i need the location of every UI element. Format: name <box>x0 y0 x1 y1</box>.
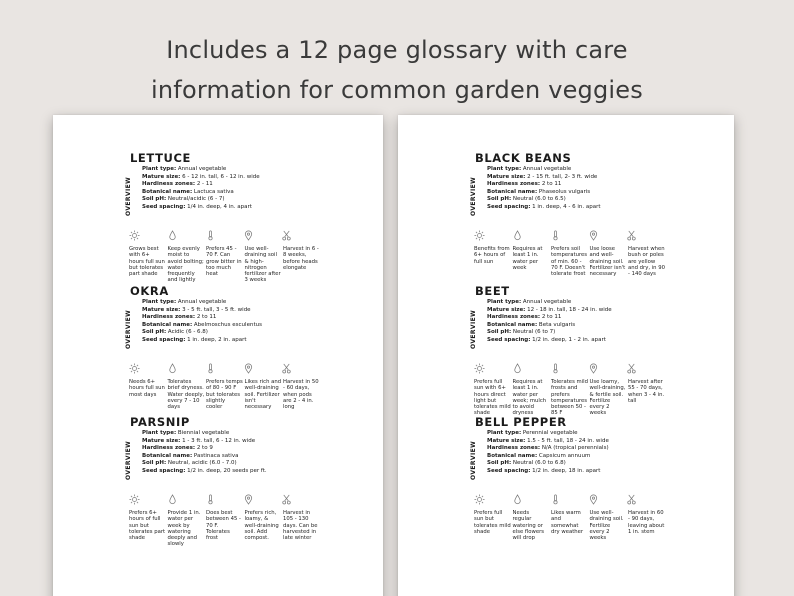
thermometer-icon <box>550 363 588 374</box>
glossary-page-left <box>53 115 383 596</box>
fact-row <box>487 307 717 315</box>
care-icons-row <box>129 363 319 374</box>
harvest-shears-icon <box>281 494 319 505</box>
soil-location-icon <box>243 230 281 241</box>
crop-title: OKRA <box>130 284 169 298</box>
harvest-shears-icon <box>281 230 319 241</box>
fact-label: Plant type: <box>487 430 522 436</box>
crop-title: PARSNIP <box>130 415 190 429</box>
overview-facts <box>142 299 372 345</box>
fact-row <box>487 314 717 322</box>
crop-title: LETTUCE <box>130 151 191 165</box>
fact-label: Seed spacing: <box>487 203 531 210</box>
headline-line-2: information for common garden veggies <box>151 76 643 104</box>
crop-title: BEET <box>475 284 510 298</box>
fact-label: Hardiness zones: <box>142 445 196 452</box>
fact-label: Plant type: <box>142 166 177 172</box>
sun-icon <box>129 230 167 241</box>
fact-value: 1 - 3 ft. tall, 6 - 12 in. wide <box>182 437 256 444</box>
overview-facts <box>142 430 372 476</box>
sun-icon <box>129 363 167 374</box>
fact-value: 1/2 in. deep, 20 seeds per ft. <box>187 467 267 474</box>
sun-icon <box>129 494 167 505</box>
care-tip: Prefers soil temperatures of min. 60 - 70 F. Doesn't tolerate frost <box>551 246 588 278</box>
overview-label: OVERVIEW <box>125 309 132 349</box>
water-drop-icon <box>512 363 550 374</box>
care-tips-row <box>129 510 324 548</box>
fact-label: Plant type: <box>487 166 522 172</box>
fact-row <box>487 166 717 174</box>
care-tip: Harvest in 60 - 90 days, leaving about 1 in. stem <box>628 510 665 535</box>
care-tips-row <box>474 379 669 417</box>
fact-label: Botanical name: <box>487 321 538 328</box>
care-tip: Grows best with 6+ hours full sun but tolerates part shade <box>129 246 165 278</box>
fact-value: 1 in. deep, 2 in. apart <box>187 336 247 343</box>
fact-row <box>142 307 372 315</box>
fact-label: Hardiness zones: <box>487 181 541 188</box>
care-tip: Requires at least 1 in. water per week; mulch to avoid dryness <box>512 379 547 417</box>
fact-value: Acidic (6 - 6.8) <box>167 329 208 336</box>
fact-row <box>487 438 717 446</box>
care-tip: Use loamy, well-draining, & fertile soil. Fertilize every 2 weeks <box>589 379 626 417</box>
care-icons-row <box>129 494 319 505</box>
fact-value: 2 - 15 ft. tall, 2- 3 ft. wide <box>527 173 598 180</box>
care-tip: Tolerates brief dryness. Water deeply, every 7 - 10 days <box>167 379 205 411</box>
care-tip: Prefers 45 - 70 F. Can grow bitter in too much heat <box>206 246 242 278</box>
fact-value: Capsicum annuum <box>538 452 591 459</box>
overview-label: OVERVIEW <box>470 440 477 480</box>
care-tip: Needs regular watering or else flowers will drop <box>512 510 545 542</box>
fact-label: Hardiness zones: <box>487 314 541 321</box>
soil-location-icon <box>243 363 281 374</box>
overview-facts <box>142 166 372 212</box>
overview-facts <box>487 299 717 345</box>
soil-location-icon <box>588 363 626 374</box>
care-tip: Use well-draining soil & high-nitrogen fertilizer after 3 weeks <box>244 246 281 284</box>
fact-row <box>142 453 372 461</box>
fact-row <box>487 181 717 189</box>
crop-title: BLACK BEANS <box>475 151 572 165</box>
fact-value: 2 to 11 <box>541 181 562 188</box>
fact-value: 1.5 - 5 ft. tall, 18 - 24 in. wide <box>527 437 609 444</box>
fact-row <box>487 430 717 438</box>
harvest-shears-icon <box>281 363 319 374</box>
fact-row <box>487 468 717 476</box>
headline-line-1: Includes a 12 page glossary with care <box>166 36 628 64</box>
water-drop-icon <box>167 494 205 505</box>
fact-value: 2 to 9 <box>196 445 213 452</box>
water-drop-icon <box>512 494 550 505</box>
care-tip: Does best between 45 - 70 F. Tolerates frost <box>206 510 241 542</box>
fact-value: 1 in. deep, 4 - 6 in. apart <box>532 203 601 210</box>
care-tip: Harvest in 6 - 8 weeks, before heads elongate <box>283 246 319 271</box>
fact-label: Seed spacing: <box>142 467 186 474</box>
fact-value: 2 to 11 <box>196 314 217 321</box>
fact-row <box>142 189 372 197</box>
fact-row <box>487 445 717 453</box>
overview-label: OVERVIEW <box>125 176 132 216</box>
fact-value: Neutral (6.0 to 6.5) <box>512 196 566 203</box>
care-tip: Likes warm and somewhat dry weather <box>551 510 584 535</box>
fact-row <box>142 460 372 468</box>
fact-value: Neutral, acidic (6.0 - 7.0) <box>167 460 237 467</box>
thermometer-icon <box>550 494 588 505</box>
water-drop-icon <box>167 363 205 374</box>
fact-row <box>142 204 372 212</box>
headline <box>0 30 794 110</box>
overview-label: OVERVIEW <box>470 309 477 349</box>
care-tip: Harvest after 55 - 70 days, when 3 - 4 in. tall <box>628 379 665 404</box>
harvest-shears-icon <box>626 363 664 374</box>
fact-value: 2 to 11 <box>541 314 562 321</box>
fact-label: Plant type: <box>142 430 177 436</box>
care-tip: Use loose and well-draining soil. Fertilizer isn't necessary <box>589 246 626 278</box>
fact-value: N/A (tropical perennials) <box>541 445 609 452</box>
fact-label: Soil pH: <box>142 329 167 336</box>
harvest-shears-icon <box>626 230 664 241</box>
care-icons-row <box>129 230 319 241</box>
fact-value: Annual vegetable <box>177 166 227 172</box>
fact-value: Beta vulgaris <box>538 321 576 328</box>
fact-row <box>142 166 372 174</box>
fact-row <box>487 453 717 461</box>
sun-icon <box>474 230 512 241</box>
crop-entry <box>53 284 383 409</box>
care-tips-row <box>474 510 669 541</box>
fact-label: Soil pH: <box>487 460 512 467</box>
fact-value: Lactuca sativa <box>193 188 234 195</box>
overview-facts <box>487 166 717 212</box>
fact-label: Soil pH: <box>487 329 512 336</box>
fact-label: Seed spacing: <box>142 336 186 343</box>
fact-row <box>487 189 717 197</box>
fact-row <box>487 460 717 468</box>
care-tip: Harvest in 105 - 130 days. Can be harvested in late winter <box>283 510 318 542</box>
fact-label: Mature size: <box>487 306 526 313</box>
soil-location-icon <box>588 230 626 241</box>
care-icons-row <box>474 230 664 241</box>
thermometer-icon <box>550 230 588 241</box>
fact-label: Botanical name: <box>142 452 193 459</box>
thermometer-icon <box>205 494 243 505</box>
crop-entry <box>398 151 734 276</box>
fact-row <box>487 196 717 204</box>
fact-value: 1/2 in. deep, 1 - 2 in. apart <box>532 336 606 343</box>
fact-value: Phaseolus vulgaris <box>538 188 591 195</box>
fact-row <box>142 322 372 330</box>
fact-row <box>142 468 372 476</box>
sun-icon <box>474 363 512 374</box>
fact-row <box>142 445 372 453</box>
fact-row <box>142 337 372 345</box>
fact-label: Mature size: <box>487 173 526 180</box>
fact-value: Neutral (6.0 to 6.8) <box>512 460 566 467</box>
care-tip: Harvest in 50 - 60 days, when pods are 2 - 4 in. long <box>283 379 319 411</box>
fact-value: Annual vegetable <box>522 299 572 305</box>
fact-label: Soil pH: <box>487 196 512 203</box>
soil-location-icon <box>243 494 281 505</box>
care-tip: Prefers 6+ hours of full sun but tolerates part shade <box>129 510 166 542</box>
fact-row <box>142 181 372 189</box>
care-tip: Keep evenly moist to avoid bolting; water frequently and lightly <box>167 246 204 284</box>
care-tip: Use well-draining soil. Fertilize every 2 weeks <box>589 510 624 542</box>
overview-label: OVERVIEW <box>125 440 132 480</box>
care-tip: Needs 6+ hours full sun most days <box>129 379 165 398</box>
fact-label: Hardiness zones: <box>142 314 196 321</box>
care-tip: Harvest when bush or poles are yellow and dry, in 90 - 140 days <box>628 246 665 278</box>
fact-label: Mature size: <box>142 306 181 313</box>
fact-value: 1/4 in. deep, 4 in. apart <box>187 203 252 210</box>
care-tip: Provide 1 in. water per week by watering deeply and slowly <box>167 510 201 548</box>
fact-value: Biennial vegetable <box>177 430 230 436</box>
fact-row <box>487 329 717 337</box>
fact-label: Hardiness zones: <box>142 181 196 188</box>
fact-label: Botanical name: <box>142 321 193 328</box>
fact-row <box>142 174 372 182</box>
fact-row <box>487 174 717 182</box>
fact-label: Soil pH: <box>142 196 167 203</box>
water-drop-icon <box>167 230 205 241</box>
care-tip: Requires at least 1 in. water per week <box>512 246 543 271</box>
crop-entry <box>398 284 734 417</box>
care-tip: Prefers temps of 80 - 90 F but tolerates slightly cooler <box>206 379 243 411</box>
water-drop-icon <box>512 230 550 241</box>
fact-value: Annual vegetable <box>522 166 572 172</box>
fact-value: Annual vegetable <box>177 299 227 305</box>
fact-row <box>142 329 372 337</box>
care-tip: Tolerates mild frosts and prefers temperatures between 50 - 85 F <box>551 379 588 417</box>
overview-label: OVERVIEW <box>470 176 477 216</box>
fact-label: Seed spacing: <box>487 467 531 474</box>
fact-value: Perennial vegetable <box>522 430 578 436</box>
fact-row <box>142 438 372 446</box>
care-tip: Benefits from 6+ hours of full sun <box>474 246 510 265</box>
fact-label: Soil pH: <box>142 460 167 467</box>
fact-value: 1/2 in. deep, 18 in. apart <box>532 467 601 474</box>
thermometer-icon <box>205 230 243 241</box>
fact-row <box>487 299 717 307</box>
care-tip: Likes rich and well-draining soil. Fertilizer isn't necessary <box>244 379 282 411</box>
soil-location-icon <box>588 494 626 505</box>
care-tips-row <box>129 379 324 410</box>
fact-label: Botanical name: <box>142 188 193 195</box>
sun-icon <box>474 494 512 505</box>
crop-entry <box>53 415 383 548</box>
care-tip: Prefers full sun but tolerates mild shade <box>474 510 511 535</box>
fact-label: Seed spacing: <box>487 336 531 343</box>
fact-label: Plant type: <box>487 299 522 305</box>
fact-row <box>142 299 372 307</box>
crop-title: BELL PEPPER <box>475 415 567 429</box>
care-icons-row <box>474 494 664 505</box>
fact-value: Abelmoschus esculentus <box>193 321 262 328</box>
fact-label: Mature size: <box>142 173 181 180</box>
care-icons-row <box>474 363 664 374</box>
fact-label: Plant type: <box>142 299 177 305</box>
fact-row <box>487 322 717 330</box>
crop-entry <box>53 151 383 284</box>
overview-facts <box>487 430 717 476</box>
fact-row <box>487 204 717 212</box>
thermometer-icon <box>205 363 243 374</box>
care-tips-row <box>129 246 324 284</box>
harvest-shears-icon <box>626 494 664 505</box>
fact-value: Pastinaca sativa <box>193 452 239 459</box>
care-tips-row <box>474 246 669 277</box>
fact-value: 12 - 18 in. tall, 18 - 24 in. wide <box>527 306 612 313</box>
fact-value: 2 - 11 <box>196 181 213 188</box>
fact-value: Neutral (6 to 7) <box>512 329 556 336</box>
fact-label: Mature size: <box>142 437 181 444</box>
fact-row <box>142 314 372 322</box>
fact-row <box>487 337 717 345</box>
fact-row <box>142 430 372 438</box>
care-tip: Prefers full sun with 6+ hours direct light but tolerates mild shade <box>474 379 511 417</box>
fact-label: Mature size: <box>487 437 526 444</box>
glossary-page-right <box>398 115 734 596</box>
care-tip: Prefers rich, loamy, & well-draining soil. Add compost. <box>244 510 279 542</box>
fact-label: Botanical name: <box>487 188 538 195</box>
fact-label: Botanical name: <box>487 452 538 459</box>
fact-row <box>142 196 372 204</box>
fact-label: Seed spacing: <box>142 203 186 210</box>
fact-value: 3 - 5 ft. tall, 3 - 5 ft. wide <box>182 306 251 313</box>
fact-value: Neutral/acidic (6 - 7) <box>167 196 225 203</box>
fact-value: 6 - 12 in. tall, 6 - 12 in. wide <box>182 173 260 180</box>
fact-label: Hardiness zones: <box>487 445 541 452</box>
crop-entry <box>398 415 734 540</box>
